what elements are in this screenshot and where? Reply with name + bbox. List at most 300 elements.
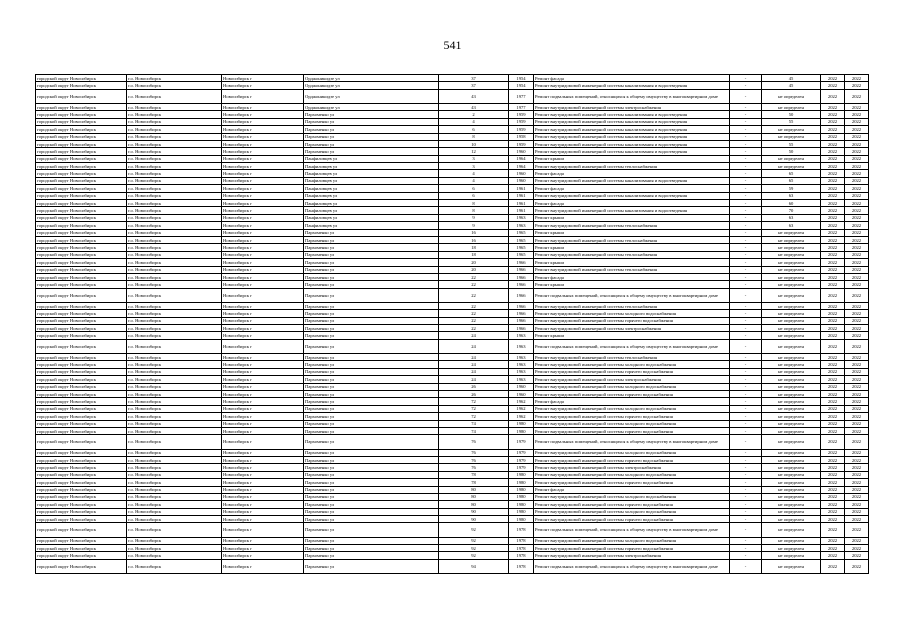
municipality-cell: г.о. Новосибирск bbox=[127, 82, 222, 89]
work-type-cell: Ремонт подвальных помещений, относящихся к общему имуществу в многоквартирном доме bbox=[534, 339, 730, 353]
table-row bbox=[36, 339, 869, 353]
locality-cell: Новосибирск г bbox=[222, 177, 304, 184]
locality-cell: Новосибирск г bbox=[222, 281, 304, 288]
code-cell: - bbox=[730, 405, 762, 412]
cost-cell: не определен bbox=[762, 288, 821, 302]
locality-cell: Новосибирск г bbox=[222, 163, 304, 170]
locality-cell: Новосибирск г bbox=[222, 229, 304, 236]
end-year-cell: 2022 bbox=[845, 148, 869, 155]
municipality-cell: г.о. Новосибирск bbox=[127, 486, 222, 493]
work-type-cell: Ремонт внутридомовой инженерной системы теплоснабжения bbox=[534, 266, 730, 273]
cost-cell: не определен bbox=[762, 103, 821, 110]
work-type-cell: Ремонт внутридомовой инженерной системы холодного водоснабжения bbox=[534, 420, 730, 427]
locality-cell: Новосибирск г bbox=[222, 361, 304, 368]
locality-cell: Новосибирск г bbox=[222, 508, 304, 515]
end-year-cell: 2022 bbox=[845, 435, 869, 449]
table-row bbox=[36, 185, 869, 192]
start-year-cell: 2022 bbox=[821, 339, 845, 353]
district-cell: городской округ Новосибирск bbox=[36, 222, 127, 229]
work-type-cell: Ремонт внутридомовой инженерной системы горячего водоснабжения bbox=[534, 516, 730, 523]
street-cell: Пархоменко ул bbox=[304, 391, 439, 398]
end-year-cell: 2022 bbox=[845, 273, 869, 280]
municipality-cell: г.о. Новосибирск bbox=[127, 552, 222, 559]
start-year-cell: 2022 bbox=[821, 332, 845, 339]
house-cell: 2 bbox=[439, 111, 509, 118]
cost-cell: 50 bbox=[762, 111, 821, 118]
house-cell: 78 bbox=[439, 471, 509, 478]
table-row bbox=[36, 177, 869, 184]
district-cell: городской округ Новосибирск bbox=[36, 163, 127, 170]
municipality-cell: г.о. Новосибирск bbox=[127, 516, 222, 523]
code-cell: - bbox=[730, 200, 762, 207]
municipality-cell: г.о. Новосибирск bbox=[127, 273, 222, 280]
cost-cell: не определен bbox=[762, 237, 821, 244]
cost-cell: не определен bbox=[762, 133, 821, 140]
district-cell: городской округ Новосибирск bbox=[36, 177, 127, 184]
year-cell: 1966 bbox=[509, 259, 534, 266]
locality-cell: Новосибирск г bbox=[222, 516, 304, 523]
street-cell: Орджоникидзе ул bbox=[304, 75, 439, 82]
work-type-cell: Ремонт внутридомовой инженерной системы канализования и водоотведения bbox=[534, 133, 730, 140]
district-cell: городской округ Новосибирск bbox=[36, 368, 127, 375]
table-row bbox=[36, 368, 869, 375]
locality-cell: Новосибирск г bbox=[222, 170, 304, 177]
district-cell: городской округ Новосибирск bbox=[36, 192, 127, 199]
street-cell: Пархоменко ул bbox=[304, 552, 439, 559]
end-year-cell: 2022 bbox=[845, 456, 869, 463]
cost-cell: не определен bbox=[762, 435, 821, 449]
code-cell: - bbox=[730, 516, 762, 523]
house-cell: 9 bbox=[439, 222, 509, 229]
work-type-cell: Ремонт внутридомовой инженерной системы горячего водоснабжения bbox=[534, 413, 730, 420]
work-type-cell: Ремонт крыши bbox=[534, 281, 730, 288]
year-cell: 1959 bbox=[509, 126, 534, 133]
district-cell: городской округ Новосибирск bbox=[36, 427, 127, 434]
year-cell: 1980 bbox=[509, 516, 534, 523]
year-cell: 1978 bbox=[509, 559, 534, 573]
end-year-cell: 2022 bbox=[845, 537, 869, 544]
street-cell: Пархоменко ул bbox=[304, 464, 439, 471]
table-row bbox=[36, 111, 869, 118]
house-cell: 8 bbox=[439, 207, 509, 214]
code-cell: - bbox=[730, 148, 762, 155]
locality-cell: Новосибирск г bbox=[222, 545, 304, 552]
year-cell: 1962 bbox=[509, 398, 534, 405]
work-type-cell: Ремонт крыши bbox=[534, 259, 730, 266]
house-cell: 22 bbox=[439, 281, 509, 288]
work-type-cell: Ремонт внутридомовой инженерной системы холодного водоснабжения bbox=[534, 405, 730, 412]
end-year-cell: 2022 bbox=[845, 332, 869, 339]
house-cell: 92 bbox=[439, 523, 509, 537]
street-cell: Пархоменко ул bbox=[304, 273, 439, 280]
year-cell: 1960 bbox=[509, 177, 534, 184]
start-year-cell: 2022 bbox=[821, 464, 845, 471]
locality-cell: Новосибирск г bbox=[222, 207, 304, 214]
work-type-cell: Ремонт фасада bbox=[534, 75, 730, 82]
work-type-cell: Ремонт фасада bbox=[534, 486, 730, 493]
street-cell: Пархоменко ул bbox=[304, 325, 439, 332]
start-year-cell: 2022 bbox=[821, 214, 845, 221]
year-cell: 1954 bbox=[509, 75, 534, 82]
cost-cell: не определен bbox=[762, 479, 821, 486]
end-year-cell: 2022 bbox=[845, 170, 869, 177]
code-cell: - bbox=[730, 471, 762, 478]
start-year-cell: 2022 bbox=[821, 537, 845, 544]
year-cell: 1965 bbox=[509, 229, 534, 236]
year-cell: 1961 bbox=[509, 192, 534, 199]
house-cell: 76 bbox=[439, 449, 509, 456]
table-row bbox=[36, 361, 869, 368]
district-cell: городской округ Новосибирск bbox=[36, 391, 127, 398]
end-year-cell: 2022 bbox=[845, 471, 869, 478]
cost-cell: 70 bbox=[762, 207, 821, 214]
cost-cell: не определен bbox=[762, 273, 821, 280]
municipality-cell: г.о. Новосибирск bbox=[127, 155, 222, 162]
code-cell: - bbox=[730, 170, 762, 177]
code-cell: - bbox=[730, 523, 762, 537]
street-cell: Панфиловцев ул bbox=[304, 207, 439, 214]
start-year-cell: 2022 bbox=[821, 207, 845, 214]
locality-cell: Новосибирск г bbox=[222, 325, 304, 332]
municipality-cell: г.о. Новосибирск bbox=[127, 354, 222, 361]
district-cell: городской округ Новосибирск bbox=[36, 133, 127, 140]
district-cell: городской округ Новосибирск bbox=[36, 405, 127, 412]
year-cell: 1961 bbox=[509, 207, 534, 214]
street-cell: Орджоникидзе ул bbox=[304, 89, 439, 103]
year-cell: 1978 bbox=[509, 537, 534, 544]
start-year-cell: 2022 bbox=[821, 420, 845, 427]
street-cell: Пархоменко ул bbox=[304, 383, 439, 390]
cost-cell: не определен bbox=[762, 332, 821, 339]
cost-cell: не определен bbox=[762, 523, 821, 537]
code-cell: - bbox=[730, 273, 762, 280]
table-row bbox=[36, 420, 869, 427]
table-row bbox=[36, 273, 869, 280]
code-cell: - bbox=[730, 118, 762, 125]
district-cell: городской округ Новосибирск bbox=[36, 361, 127, 368]
street-cell: Пархоменко ул bbox=[304, 493, 439, 500]
house-cell: 80 bbox=[439, 501, 509, 508]
house-cell: 6 bbox=[439, 185, 509, 192]
work-type-cell: Ремонт внутридомовой инженерной системы холодного водоснабжения bbox=[534, 449, 730, 456]
work-type-cell: Ремонт внутридомовой инженерной системы горячего водоснабжения bbox=[534, 545, 730, 552]
start-year-cell: 2022 bbox=[821, 185, 845, 192]
house-cell: 24 bbox=[439, 361, 509, 368]
cost-cell: не определен bbox=[762, 545, 821, 552]
end-year-cell: 2022 bbox=[845, 177, 869, 184]
locality-cell: Новосибирск г bbox=[222, 251, 304, 258]
house-cell: 90 bbox=[439, 516, 509, 523]
locality-cell: Новосибирск г bbox=[222, 376, 304, 383]
work-type-cell: Ремонт внутридомовой инженерной системы канализования и водоотведения bbox=[534, 82, 730, 89]
code-cell: - bbox=[730, 133, 762, 140]
cost-cell: не определен bbox=[762, 559, 821, 573]
locality-cell: Новосибирск г bbox=[222, 140, 304, 147]
start-year-cell: 2022 bbox=[821, 259, 845, 266]
table-row bbox=[36, 170, 869, 177]
code-cell: - bbox=[730, 222, 762, 229]
street-cell: Пархоменко ул bbox=[304, 420, 439, 427]
code-cell: - bbox=[730, 559, 762, 573]
code-cell: - bbox=[730, 185, 762, 192]
work-type-cell: Ремонт подвальных помещений, относящихся к общему имуществу в многоквартирном доме bbox=[534, 523, 730, 537]
code-cell: - bbox=[730, 361, 762, 368]
end-year-cell: 2022 bbox=[845, 427, 869, 434]
work-type-cell: Ремонт подвальных помещений, относящихся к общему имуществу в многоквартирном доме bbox=[534, 559, 730, 573]
street-cell: Панфиловцев ул bbox=[304, 177, 439, 184]
year-cell: 1962 bbox=[509, 405, 534, 412]
code-cell: - bbox=[730, 140, 762, 147]
locality-cell: Новосибирск г bbox=[222, 391, 304, 398]
table-row bbox=[36, 148, 869, 155]
street-cell: Пархоменко ул bbox=[304, 354, 439, 361]
district-cell: городской округ Новосибирск bbox=[36, 155, 127, 162]
code-cell: - bbox=[730, 207, 762, 214]
house-cell: 76 bbox=[439, 464, 509, 471]
table-row bbox=[36, 214, 869, 221]
house-cell: 76 bbox=[439, 456, 509, 463]
municipality-cell: г.о. Новосибирск bbox=[127, 192, 222, 199]
cost-cell: 45 bbox=[762, 82, 821, 89]
municipality-cell: г.о. Новосибирск bbox=[127, 118, 222, 125]
cost-cell: не определен bbox=[762, 325, 821, 332]
code-cell: - bbox=[730, 155, 762, 162]
district-cell: городской округ Новосибирск bbox=[36, 103, 127, 110]
street-cell: Пархоменко ул bbox=[304, 523, 439, 537]
end-year-cell: 2022 bbox=[845, 420, 869, 427]
house-cell: 3 bbox=[439, 155, 509, 162]
start-year-cell: 2022 bbox=[821, 545, 845, 552]
work-type-cell: Ремонт внутридомовой инженерной системы электроснабжения bbox=[534, 464, 730, 471]
municipality-cell: г.о. Новосибирск bbox=[127, 339, 222, 353]
locality-cell: Новосибирск г bbox=[222, 493, 304, 500]
locality-cell: Новосибирск г bbox=[222, 148, 304, 155]
district-cell: городской округ Новосибирск bbox=[36, 251, 127, 258]
house-cell: 22 bbox=[439, 317, 509, 324]
table-row bbox=[36, 398, 869, 405]
locality-cell: Новосибирск г bbox=[222, 317, 304, 324]
end-year-cell: 2022 bbox=[845, 89, 869, 103]
start-year-cell: 2022 bbox=[821, 148, 845, 155]
year-cell: 1977 bbox=[509, 103, 534, 110]
year-cell: 1980 bbox=[509, 420, 534, 427]
cost-cell: не определен bbox=[762, 456, 821, 463]
cost-cell: не определен bbox=[762, 155, 821, 162]
work-type-cell: Ремонт внутридомовой инженерной системы теплоснабжения bbox=[534, 302, 730, 309]
year-cell: 1979 bbox=[509, 456, 534, 463]
end-year-cell: 2022 bbox=[845, 281, 869, 288]
table-row bbox=[36, 508, 869, 515]
table-row bbox=[36, 405, 869, 412]
end-year-cell: 2022 bbox=[845, 310, 869, 317]
house-cell: 8 bbox=[439, 200, 509, 207]
municipality-cell: г.о. Новосибирск bbox=[127, 302, 222, 309]
cost-cell: 65 bbox=[762, 177, 821, 184]
cost-cell: 45 bbox=[762, 75, 821, 82]
district-cell: городской округ Новосибирск bbox=[36, 75, 127, 82]
table-row bbox=[36, 537, 869, 544]
table-row bbox=[36, 310, 869, 317]
end-year-cell: 2022 bbox=[845, 368, 869, 375]
locality-cell: Новосибирск г bbox=[222, 552, 304, 559]
house-cell: 72 bbox=[439, 413, 509, 420]
end-year-cell: 2022 bbox=[845, 479, 869, 486]
district-cell: городской округ Новосибирск bbox=[36, 545, 127, 552]
year-cell: 1966 bbox=[509, 325, 534, 332]
work-type-cell: Ремонт внутридомовой инженерной системы холодного водоснабжения bbox=[534, 310, 730, 317]
cost-cell: не определен bbox=[762, 376, 821, 383]
year-cell: 1958 bbox=[509, 133, 534, 140]
locality-cell: Новосибирск г bbox=[222, 456, 304, 463]
street-cell: Панфиловцев ул bbox=[304, 185, 439, 192]
start-year-cell: 2022 bbox=[821, 368, 845, 375]
street-cell: Пархоменко ул bbox=[304, 302, 439, 309]
year-cell: 1980 bbox=[509, 479, 534, 486]
code-cell: - bbox=[730, 332, 762, 339]
district-cell: городской округ Новосибирск bbox=[36, 317, 127, 324]
code-cell: - bbox=[730, 501, 762, 508]
locality-cell: Новосибирск г bbox=[222, 383, 304, 390]
house-cell: 18 bbox=[439, 251, 509, 258]
end-year-cell: 2022 bbox=[845, 398, 869, 405]
start-year-cell: 2022 bbox=[821, 118, 845, 125]
work-type-cell: Ремонт фасада bbox=[534, 398, 730, 405]
cost-cell: не определен bbox=[762, 339, 821, 353]
house-cell: 37 bbox=[439, 82, 509, 89]
start-year-cell: 2022 bbox=[821, 523, 845, 537]
start-year-cell: 2022 bbox=[821, 559, 845, 573]
house-cell: 20 bbox=[439, 266, 509, 273]
work-type-cell: Ремонт внутридомовой инженерной системы электроснабжения bbox=[534, 325, 730, 332]
cost-cell: не определен bbox=[762, 229, 821, 236]
table-row bbox=[36, 376, 869, 383]
code-cell: - bbox=[730, 376, 762, 383]
work-type-cell: Ремонт крыши bbox=[534, 244, 730, 251]
work-type-cell: Ремонт внутридомовой инженерной системы горячего водоснабжения bbox=[534, 479, 730, 486]
year-cell: 1963 bbox=[509, 339, 534, 353]
work-type-cell: Ремонт внутридомовой инженерной системы горячего водоснабжения bbox=[534, 456, 730, 463]
cost-cell: не определен bbox=[762, 383, 821, 390]
end-year-cell: 2022 bbox=[845, 302, 869, 309]
end-year-cell: 2022 bbox=[845, 244, 869, 251]
table-row bbox=[36, 479, 869, 486]
municipality-cell: г.о. Новосибирск bbox=[127, 368, 222, 375]
district-cell: городской округ Новосибирск bbox=[36, 376, 127, 383]
district-cell: городской округ Новосибирск bbox=[36, 523, 127, 537]
end-year-cell: 2022 bbox=[845, 251, 869, 258]
table-row bbox=[36, 126, 869, 133]
municipality-cell: г.о. Новосибирск bbox=[127, 266, 222, 273]
code-cell: - bbox=[730, 413, 762, 420]
year-cell: 1980 bbox=[509, 493, 534, 500]
start-year-cell: 2022 bbox=[821, 456, 845, 463]
table-row bbox=[36, 427, 869, 434]
end-year-cell: 2022 bbox=[845, 339, 869, 353]
end-year-cell: 2022 bbox=[845, 361, 869, 368]
locality-cell: Новосибирск г bbox=[222, 244, 304, 251]
municipality-cell: г.о. Новосибирск bbox=[127, 170, 222, 177]
locality-cell: Новосибирск г bbox=[222, 82, 304, 89]
table-row bbox=[36, 281, 869, 288]
house-cell: 92 bbox=[439, 537, 509, 544]
house-cell: 80 bbox=[439, 486, 509, 493]
street-cell: Пархоменко ул bbox=[304, 368, 439, 375]
code-cell: - bbox=[730, 354, 762, 361]
year-cell: 1980 bbox=[509, 508, 534, 515]
municipality-cell: г.о. Новосибирск bbox=[127, 325, 222, 332]
locality-cell: Новосибирск г bbox=[222, 192, 304, 199]
code-cell: - bbox=[730, 449, 762, 456]
start-year-cell: 2022 bbox=[821, 486, 845, 493]
table-row bbox=[36, 140, 869, 147]
year-cell: 1963 bbox=[509, 376, 534, 383]
street-cell: Пархоменко ул bbox=[304, 244, 439, 251]
work-type-cell: Ремонт внутридомовой инженерной системы электроснабжения bbox=[534, 103, 730, 110]
street-cell: Пархоменко ул bbox=[304, 537, 439, 544]
start-year-cell: 2022 bbox=[821, 479, 845, 486]
district-cell: городской округ Новосибирск bbox=[36, 332, 127, 339]
end-year-cell: 2022 bbox=[845, 185, 869, 192]
year-cell: 1966 bbox=[509, 273, 534, 280]
code-cell: - bbox=[730, 339, 762, 353]
district-cell: городской округ Новосибирск bbox=[36, 413, 127, 420]
code-cell: - bbox=[730, 266, 762, 273]
locality-cell: Новосибирск г bbox=[222, 75, 304, 82]
street-cell: Пархоменко ул bbox=[304, 501, 439, 508]
code-cell: - bbox=[730, 508, 762, 515]
street-cell: Пархоменко ул bbox=[304, 251, 439, 258]
end-year-cell: 2022 bbox=[845, 449, 869, 456]
district-cell: городской округ Новосибирск bbox=[36, 537, 127, 544]
district-cell: городской округ Новосибирск bbox=[36, 516, 127, 523]
table-row bbox=[36, 493, 869, 500]
street-cell: Пархоменко ул bbox=[304, 427, 439, 434]
municipality-cell: г.о. Новосибирск bbox=[127, 185, 222, 192]
code-cell: - bbox=[730, 237, 762, 244]
code-cell: - bbox=[730, 391, 762, 398]
street-cell: Пархоменко ул bbox=[304, 266, 439, 273]
table-row bbox=[36, 222, 869, 229]
municipality-cell: г.о. Новосибирск bbox=[127, 559, 222, 573]
street-cell: Панфиловцев ул bbox=[304, 200, 439, 207]
year-cell: 1965 bbox=[509, 251, 534, 258]
street-cell: Пархоменко ул bbox=[304, 486, 439, 493]
year-cell: 1980 bbox=[509, 486, 534, 493]
municipality-cell: г.о. Новосибирск bbox=[127, 545, 222, 552]
municipality-cell: г.о. Новосибирск bbox=[127, 244, 222, 251]
end-year-cell: 2022 bbox=[845, 501, 869, 508]
municipality-cell: г.о. Новосибирск bbox=[127, 229, 222, 236]
street-cell: Пархоменко ул bbox=[304, 361, 439, 368]
municipality-cell: г.о. Новосибирск bbox=[127, 420, 222, 427]
district-cell: городской округ Новосибирск bbox=[36, 310, 127, 317]
locality-cell: Новосибирск г bbox=[222, 222, 304, 229]
house-cell: 22 bbox=[439, 288, 509, 302]
start-year-cell: 2022 bbox=[821, 552, 845, 559]
municipality-cell: г.о. Новосибирск bbox=[127, 449, 222, 456]
year-cell: 1964 bbox=[509, 163, 534, 170]
house-cell: 9 bbox=[439, 214, 509, 221]
work-type-cell: Ремонт подвальных помещений, относящихся к общему имуществу в многоквартирном доме bbox=[534, 288, 730, 302]
municipality-cell: г.о. Новосибирск bbox=[127, 177, 222, 184]
house-cell: 12 bbox=[439, 148, 509, 155]
municipality-cell: г.о. Новосибирск bbox=[127, 259, 222, 266]
house-cell: 4 bbox=[439, 170, 509, 177]
table-row bbox=[36, 435, 869, 449]
street-cell: Панфиловцев ул bbox=[304, 192, 439, 199]
start-year-cell: 2022 bbox=[821, 140, 845, 147]
street-cell: Пархоменко ул bbox=[304, 133, 439, 140]
